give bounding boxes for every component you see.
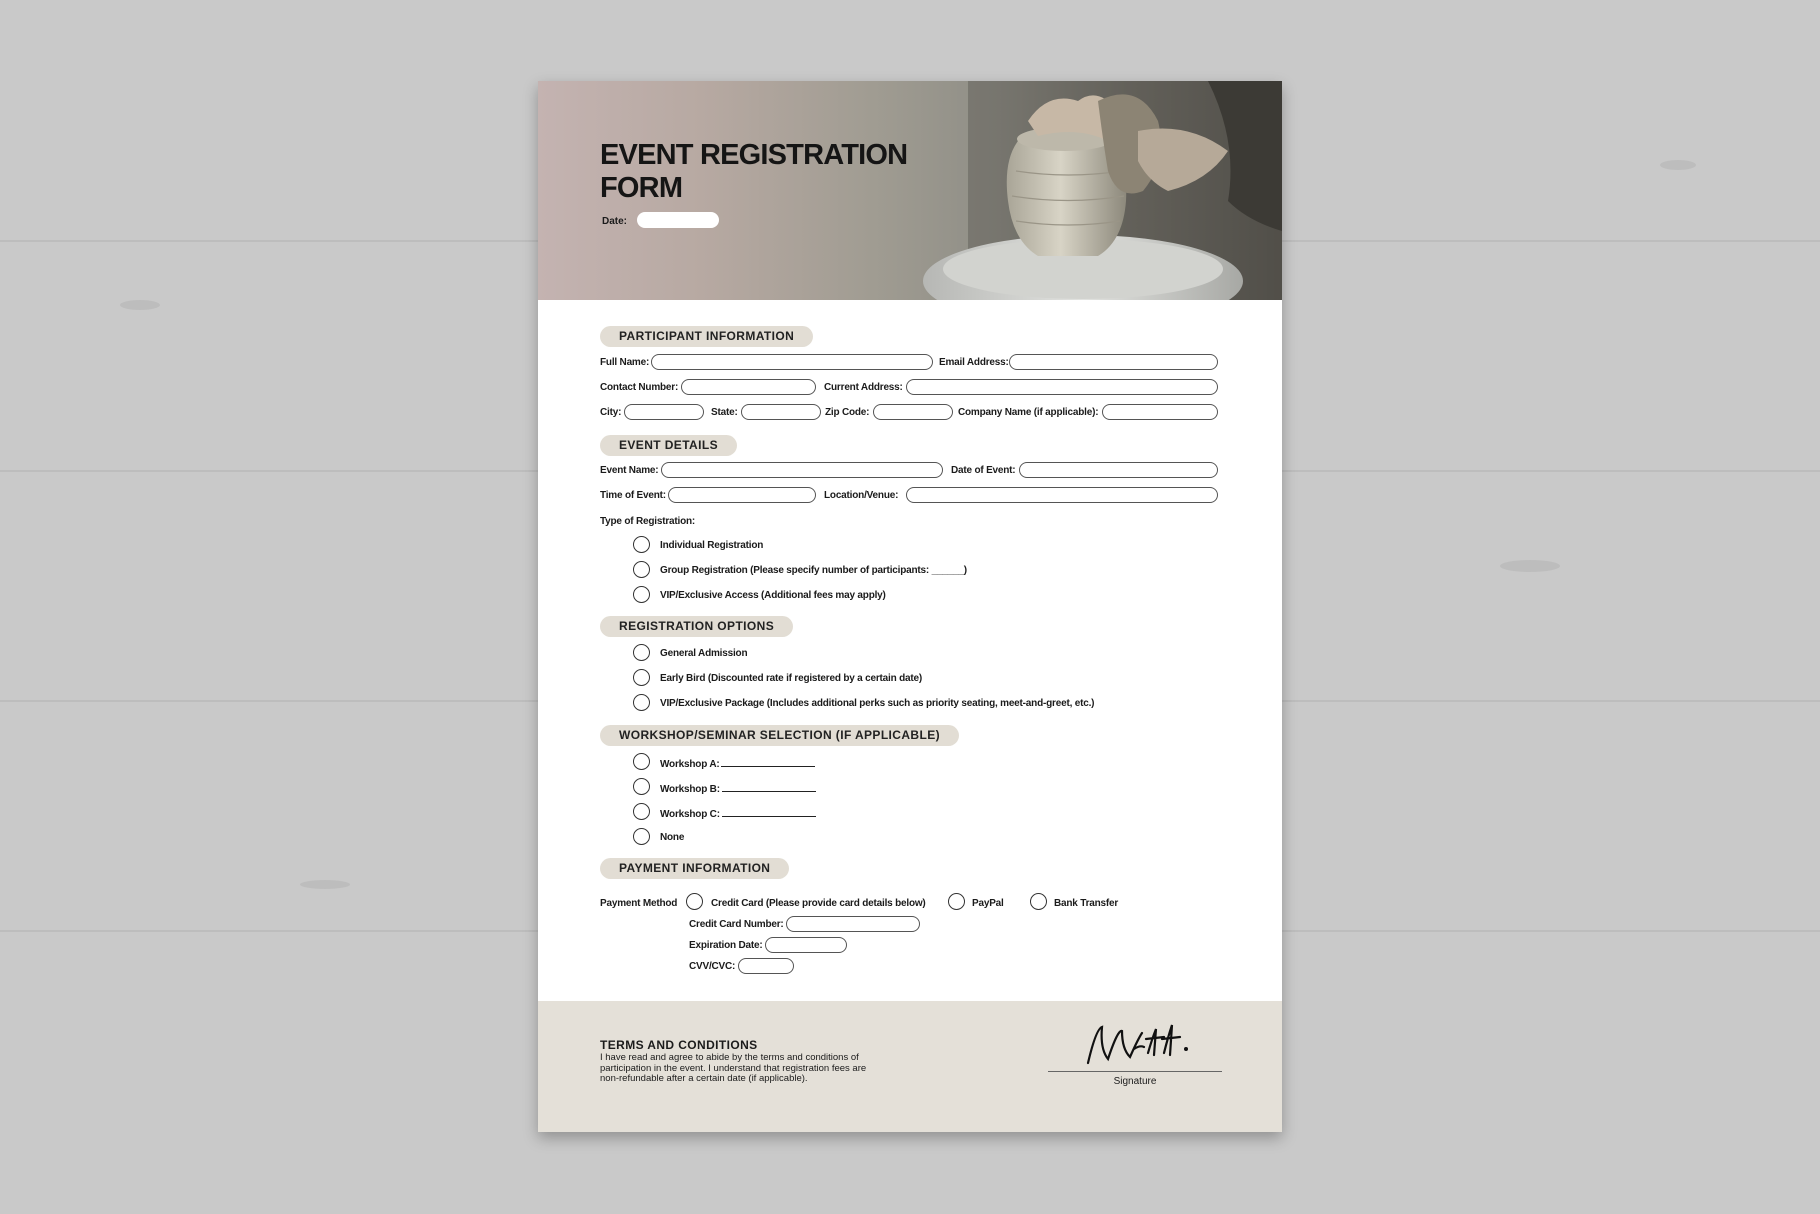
company-name-field[interactable] <box>1102 404 1218 420</box>
radio-workshop-c[interactable] <box>633 803 650 820</box>
radio-workshop-a[interactable] <box>633 753 650 770</box>
workshop-c-item <box>660 807 816 820</box>
section-payment-heading: PAYMENT INFORMATION <box>600 858 789 879</box>
option-early-bird-label: Early Bird (Discounted rate if registered by a certain date) <box>660 673 922 684</box>
wall-blot <box>1660 160 1696 170</box>
current-address-field[interactable] <box>906 379 1218 395</box>
registration-form-page <box>538 81 1282 1132</box>
expiration-field[interactable] <box>765 937 847 953</box>
contact-number-label: Contact Number: <box>600 382 679 393</box>
workshop-a-item <box>660 757 815 770</box>
terms-title: TERMS AND CONDITIONS <box>600 1038 758 1052</box>
full-name-label: Full Name: <box>600 357 650 368</box>
cvv-field[interactable] <box>738 958 794 974</box>
option-group-label: Group Registration (Please specify number of participants: ______) <box>660 565 967 576</box>
city-field[interactable] <box>624 404 704 420</box>
city-label: City: <box>600 407 622 418</box>
wall-blot <box>1500 560 1560 572</box>
section-participant-heading: PARTICIPANT INFORMATION <box>600 326 813 347</box>
radio-workshop-b[interactable] <box>633 778 650 795</box>
cvv-label: CVV/CVC: <box>689 961 736 972</box>
date-field[interactable] <box>637 212 719 228</box>
zip-code-label: Zip Code: <box>825 407 870 418</box>
date-of-event-field[interactable] <box>1019 462 1218 478</box>
radio-individual[interactable] <box>633 536 650 553</box>
workshop-none-label: None <box>660 832 685 843</box>
radio-early-bird[interactable] <box>633 669 650 686</box>
location-field[interactable] <box>906 487 1218 503</box>
terms-text: I have read and agree to abide by the terms and conditions of participation in the event. I understand that registration fees are non-refundable after a certain date (if applicable). <box>600 1052 867 1084</box>
workshop-c-line[interactable] <box>722 807 816 817</box>
wall-blot <box>300 880 350 889</box>
payment-method-label: Payment Method <box>600 898 678 909</box>
event-name-label: Event Name: <box>600 465 659 476</box>
location-label: Location/Venue: <box>824 490 899 501</box>
workshop-c-label: Workshop C: <box>660 809 720 820</box>
registration-type-label: Type of Registration: <box>600 516 696 527</box>
radio-general-admission[interactable] <box>633 644 650 661</box>
workshop-b-line[interactable] <box>722 782 816 792</box>
credit-card-label: Credit Card (Please provide card details below) <box>711 898 926 909</box>
workshop-a-label: Workshop A: <box>660 759 720 770</box>
workshop-b-label: Workshop B: <box>660 784 720 795</box>
expiration-label: Expiration Date: <box>689 940 763 951</box>
card-number-label: Credit Card Number: <box>689 919 784 930</box>
date-of-event-label: Date of Event: <box>951 465 1016 476</box>
radio-vip-access[interactable] <box>633 586 650 603</box>
option-vip-access-label: VIP/Exclusive Access (Additional fees may apply) <box>660 590 886 601</box>
radio-vip-package[interactable] <box>633 694 650 711</box>
radio-paypal[interactable] <box>948 893 965 910</box>
card-number-field[interactable] <box>786 916 920 932</box>
header-banner <box>538 81 1282 300</box>
email-label: Email Address: <box>939 357 1009 368</box>
time-of-event-label: Time of Event: <box>600 490 666 501</box>
bank-transfer-label: Bank Transfer <box>1054 898 1119 909</box>
zip-code-field[interactable] <box>873 404 953 420</box>
signature-label: Signature <box>1113 1076 1157 1087</box>
paypal-label: PayPal <box>972 898 1004 909</box>
terms-footer <box>538 1001 1282 1132</box>
state-label: State: <box>711 407 738 418</box>
section-options-heading: REGISTRATION OPTIONS <box>600 616 793 637</box>
section-workshop-heading: WORKSHOP/SEMINAR SELECTION (IF APPLICABLE) <box>600 725 959 746</box>
state-field[interactable] <box>741 404 821 420</box>
pottery-wheel-photo <box>908 81 1282 300</box>
time-of-event-field[interactable] <box>668 487 816 503</box>
radio-bank-transfer[interactable] <box>1030 893 1047 910</box>
event-name-field[interactable] <box>661 462 943 478</box>
date-label: Date: <box>602 216 628 227</box>
radio-credit-card[interactable] <box>686 893 703 910</box>
section-event-heading: EVENT DETAILS <box>600 435 737 456</box>
full-name-field[interactable] <box>651 354 933 370</box>
signature-line[interactable] <box>1048 1071 1222 1072</box>
form-title: EVENT REGISTRATION FORM <box>600 139 908 204</box>
option-vip-package-label: VIP/Exclusive Package (Includes additional perks such as priority seating, meet-and-greet, etc.) <box>660 698 1095 709</box>
handwritten-signature <box>1078 1019 1198 1071</box>
option-individual-label: Individual Registration <box>660 540 764 551</box>
email-field[interactable] <box>1009 354 1218 370</box>
option-general-admission-label: General Admission <box>660 648 748 659</box>
contact-number-field[interactable] <box>681 379 816 395</box>
radio-workshop-none[interactable] <box>633 828 650 845</box>
radio-group[interactable] <box>633 561 650 578</box>
workshop-b-item <box>660 782 816 795</box>
company-name-label: Company Name (if applicable): <box>958 407 1099 418</box>
current-address-label: Current Address: <box>824 382 903 393</box>
workshop-a-line[interactable] <box>721 757 815 767</box>
wall-blot <box>120 300 160 310</box>
